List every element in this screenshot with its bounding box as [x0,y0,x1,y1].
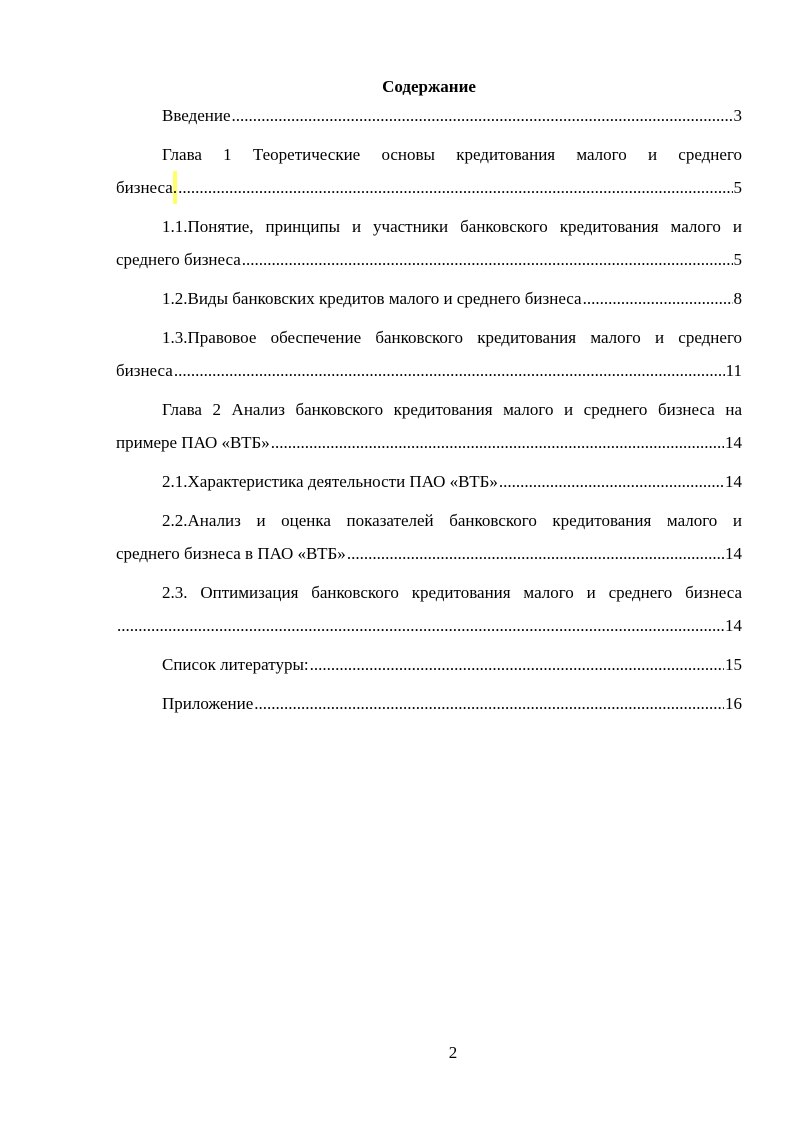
toc-entry-text: 2.1.Характеристика деятельности ПАО «ВТБ» [162,472,498,491]
toc-line [116,504,742,537]
toc-page-number: 11 [725,361,742,380]
dot-leader [232,99,733,132]
toc-line [116,99,742,132]
toc-entry[interactable] [116,465,742,498]
toc-entry-text: 2.2.Анализ и оценка показателей банковского кредитования малого и [162,511,742,530]
toc-entry-text: среднего бизнеса [116,250,241,269]
toc-entry[interactable] [116,648,742,681]
toc-line [116,648,742,681]
toc-line [116,354,742,387]
toc-entry[interactable] [116,504,742,570]
page-title: Содержание [382,77,476,96]
dot-leader [583,282,733,315]
toc-line [116,210,742,243]
dot-leader [310,648,724,681]
dot-leader [271,426,724,459]
highlight-mark: . [173,171,177,204]
toc-entry-text: бизнеса [116,361,173,380]
toc-line [116,321,742,354]
toc-page-number: 14 [725,616,742,635]
toc-page-number: 5 [733,178,742,197]
toc-line [116,609,742,642]
toc-entry-text: Глава 1 Теоретические основы кредитования малого и среднего [162,145,742,164]
toc-line [116,138,742,171]
toc-page-number: 15 [725,655,742,674]
toc-line [116,282,742,315]
toc-entry-text: среднего бизнеса в ПАО «ВТБ» [116,544,346,563]
toc-line [116,576,742,609]
toc-entry[interactable] [116,321,742,387]
dot-leader [499,465,724,498]
toc-entry-text: Приложение [162,694,254,713]
dot-leader [117,609,724,642]
toc-entry-text: бизнеса [116,178,173,197]
toc-entry-text: Список литературы: [162,655,309,674]
toc-page-number: 14 [725,433,742,452]
toc-entry[interactable] [116,393,742,459]
toc-line [116,687,742,720]
toc-line [116,243,742,276]
toc-entry[interactable] [116,210,742,276]
toc-page-number: 3 [733,106,742,125]
toc-line [116,465,742,498]
table-of-contents [116,99,742,726]
toc-entry[interactable] [116,99,742,132]
toc-line [116,393,742,426]
dot-leader [178,171,732,204]
toc-page-number: 5 [733,250,742,269]
toc-page-number: 14 [725,472,742,491]
dot-leader [242,243,733,276]
toc-line [116,426,742,459]
toc-line [116,537,742,570]
toc-entry-text: 1.3.Правовое обеспечение банковского кредитования малого и среднего [162,328,742,347]
toc-entry[interactable] [116,282,742,315]
toc-entry[interactable] [116,687,742,720]
toc-entry-text: 1.2.Виды банковских кредитов малого и среднего бизнеса [162,289,582,308]
page-number: 2 [448,1043,458,1062]
dot-leader [347,537,724,570]
toc-entry[interactable] [116,576,742,642]
toc-page-number: 14 [725,544,742,563]
toc-entry-text: 2.3. Оптимизация банковского кредитования малого и среднего бизнеса [162,583,742,602]
toc-entry-text: Введение [162,106,231,125]
toc-page-number: 16 [725,694,742,713]
toc-entry[interactable] [116,138,742,204]
toc-entry-text: Глава 2 Анализ банковского кредитования малого и среднего бизнеса на [162,400,742,419]
toc-entry-text: 1.1.Понятие, принципы и участники банковского кредитования малого и [162,217,742,236]
toc-entry-text: примере ПАО «ВТБ» [116,433,270,452]
toc-line [116,171,742,204]
dot-leader [254,687,724,720]
dot-leader [174,354,725,387]
toc-page-number: 8 [733,289,742,308]
